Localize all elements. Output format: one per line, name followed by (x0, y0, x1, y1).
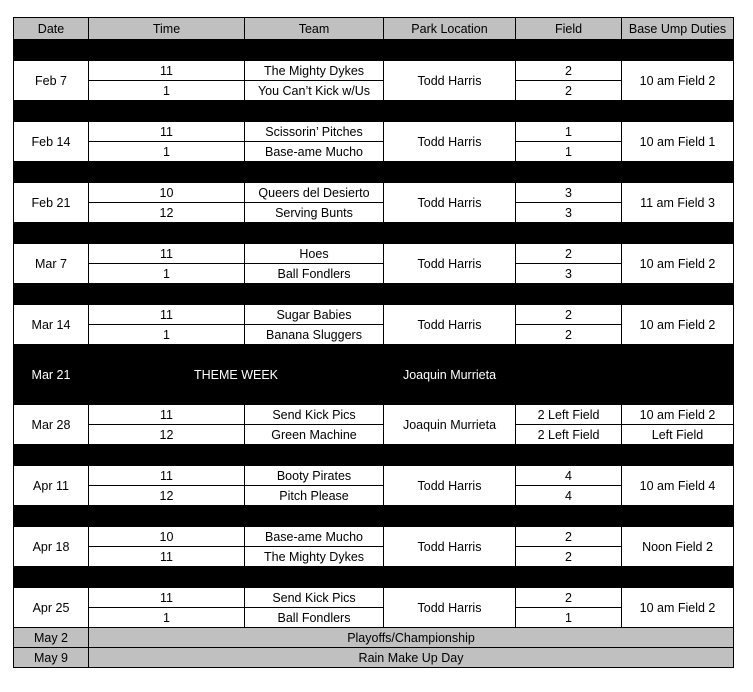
game-time: 11 (89, 466, 245, 486)
park-location: Todd Harris (384, 61, 516, 101)
header-team: Team (245, 18, 384, 40)
game-row (14, 122, 734, 142)
base-ump-duty: 10 am Field 2 (622, 305, 734, 345)
game-field: 2 (516, 588, 622, 608)
game-time: 1 (89, 325, 245, 345)
separator-cell (14, 567, 734, 588)
park-location: Joaquin Murrieta (384, 405, 516, 445)
game-team: Banana Sluggers (245, 325, 384, 345)
separator-cell (14, 506, 734, 527)
game-time: 10 (89, 183, 245, 203)
header-time: Time (89, 18, 245, 40)
footer-row (14, 628, 734, 648)
park-location: Todd Harris (384, 244, 516, 284)
game-team: Pitch Please (245, 486, 384, 506)
game-team: Base-ame Mucho (245, 142, 384, 162)
separator-row (14, 284, 734, 305)
game-field: 2 (516, 325, 622, 345)
theme-location: Joaquin Murrieta (384, 345, 516, 405)
base-ump-duty: 10 am Field 4 (622, 466, 734, 506)
header-base-ump-duties: Base Ump Duties (622, 18, 734, 40)
game-date: Apr 25 (14, 588, 89, 628)
game-team: Sugar Babies (245, 305, 384, 325)
game-time: 1 (89, 608, 245, 628)
base-ump-duty: 11 am Field 3 (622, 183, 734, 223)
schedule-table (13, 17, 734, 668)
header-park-location: Park Location (384, 18, 516, 40)
game-row (14, 244, 734, 264)
game-date: Feb 21 (14, 183, 89, 223)
footer-text: Rain Make Up Day (89, 648, 734, 668)
game-field: 3 (516, 264, 622, 284)
park-location: Todd Harris (384, 305, 516, 345)
game-field: 2 (516, 547, 622, 567)
game-field: 2 (516, 527, 622, 547)
park-location: Todd Harris (384, 183, 516, 223)
game-field: 1 (516, 122, 622, 142)
game-time: 11 (89, 305, 245, 325)
schedule-body (14, 40, 734, 668)
footer-date: May 2 (14, 628, 89, 648)
game-time: 1 (89, 81, 245, 101)
separator-row (14, 101, 734, 122)
game-time: 11 (89, 61, 245, 81)
game-time: 1 (89, 142, 245, 162)
separator-cell (14, 445, 734, 466)
game-team: Queers del Desierto (245, 183, 384, 203)
game-team: Send Kick Pics (245, 405, 384, 425)
separator-row (14, 223, 734, 244)
game-time: 11 (89, 547, 245, 567)
footer-row (14, 648, 734, 668)
game-row (14, 425, 734, 445)
game-field: 4 (516, 486, 622, 506)
theme-date: Mar 21 (14, 345, 89, 405)
game-time: 1 (89, 264, 245, 284)
game-row (14, 405, 734, 425)
separator-cell (14, 101, 734, 122)
base-ump-duty: 10 am Field 1 (622, 122, 734, 162)
game-time: 11 (89, 405, 245, 425)
separator-row (14, 567, 734, 588)
header-field: Field (516, 18, 622, 40)
game-date: Mar 14 (14, 305, 89, 345)
separator-cell (14, 284, 734, 305)
game-field: 2 (516, 81, 622, 101)
game-time: 10 (89, 527, 245, 547)
park-location: Todd Harris (384, 588, 516, 628)
game-time: 11 (89, 244, 245, 264)
header-date: Date (14, 18, 89, 40)
separator-cell (14, 40, 734, 61)
game-team: Green Machine (245, 425, 384, 445)
theme-label: THEME WEEK (89, 345, 384, 405)
game-field: 4 (516, 466, 622, 486)
game-team: Ball Fondlers (245, 608, 384, 628)
game-field: 2 Left Field (516, 405, 622, 425)
game-field: 3 (516, 183, 622, 203)
theme-empty (516, 345, 734, 405)
game-row (14, 466, 734, 486)
game-team: Scissorin’ Pitches (245, 122, 384, 142)
game-date: Feb 14 (14, 122, 89, 162)
game-team: Ball Fondlers (245, 264, 384, 284)
game-date: Apr 18 (14, 527, 89, 567)
park-location: Todd Harris (384, 122, 516, 162)
game-team: You Can’t Kick w/Us (245, 81, 384, 101)
separator-row (14, 506, 734, 527)
game-row (14, 588, 734, 608)
game-row (14, 305, 734, 325)
theme-week-row (14, 345, 734, 405)
game-field: 1 (516, 608, 622, 628)
game-field: 2 (516, 305, 622, 325)
game-team: Booty Pirates (245, 466, 384, 486)
game-row (14, 183, 734, 203)
base-ump-duty: Left Field (622, 425, 734, 445)
game-field: 3 (516, 203, 622, 223)
separator-row (14, 445, 734, 466)
game-date: Feb 7 (14, 61, 89, 101)
game-team: Hoes (245, 244, 384, 264)
separator-row (14, 162, 734, 183)
game-time: 11 (89, 122, 245, 142)
footer-date: May 9 (14, 648, 89, 668)
game-date: Apr 11 (14, 466, 89, 506)
game-field: 2 (516, 61, 622, 81)
base-ump-duty: 10 am Field 2 (622, 244, 734, 284)
separator-row (14, 40, 734, 61)
game-time: 12 (89, 425, 245, 445)
game-team: Serving Bunts (245, 203, 384, 223)
footer-text: Playoffs/Championship (89, 628, 734, 648)
base-ump-duty: 10 am Field 2 (622, 405, 734, 425)
base-ump-duty: 10 am Field 2 (622, 61, 734, 101)
park-location: Todd Harris (384, 527, 516, 567)
game-field: 2 (516, 244, 622, 264)
game-date: Mar 28 (14, 405, 89, 445)
game-field: 1 (516, 142, 622, 162)
separator-cell (14, 162, 734, 183)
game-team: The Mighty Dykes (245, 61, 384, 81)
separator-cell (14, 223, 734, 244)
base-ump-duty: Noon Field 2 (622, 527, 734, 567)
game-time: 11 (89, 588, 245, 608)
header-row (14, 18, 734, 40)
game-team: Base-ame Mucho (245, 527, 384, 547)
game-field: 2 Left Field (516, 425, 622, 445)
game-row (14, 61, 734, 81)
game-team: The Mighty Dykes (245, 547, 384, 567)
game-date: Mar 7 (14, 244, 89, 284)
game-row (14, 527, 734, 547)
game-team: Send Kick Pics (245, 588, 384, 608)
game-time: 12 (89, 486, 245, 506)
base-ump-duty: 10 am Field 2 (622, 588, 734, 628)
park-location: Todd Harris (384, 466, 516, 506)
game-time: 12 (89, 203, 245, 223)
